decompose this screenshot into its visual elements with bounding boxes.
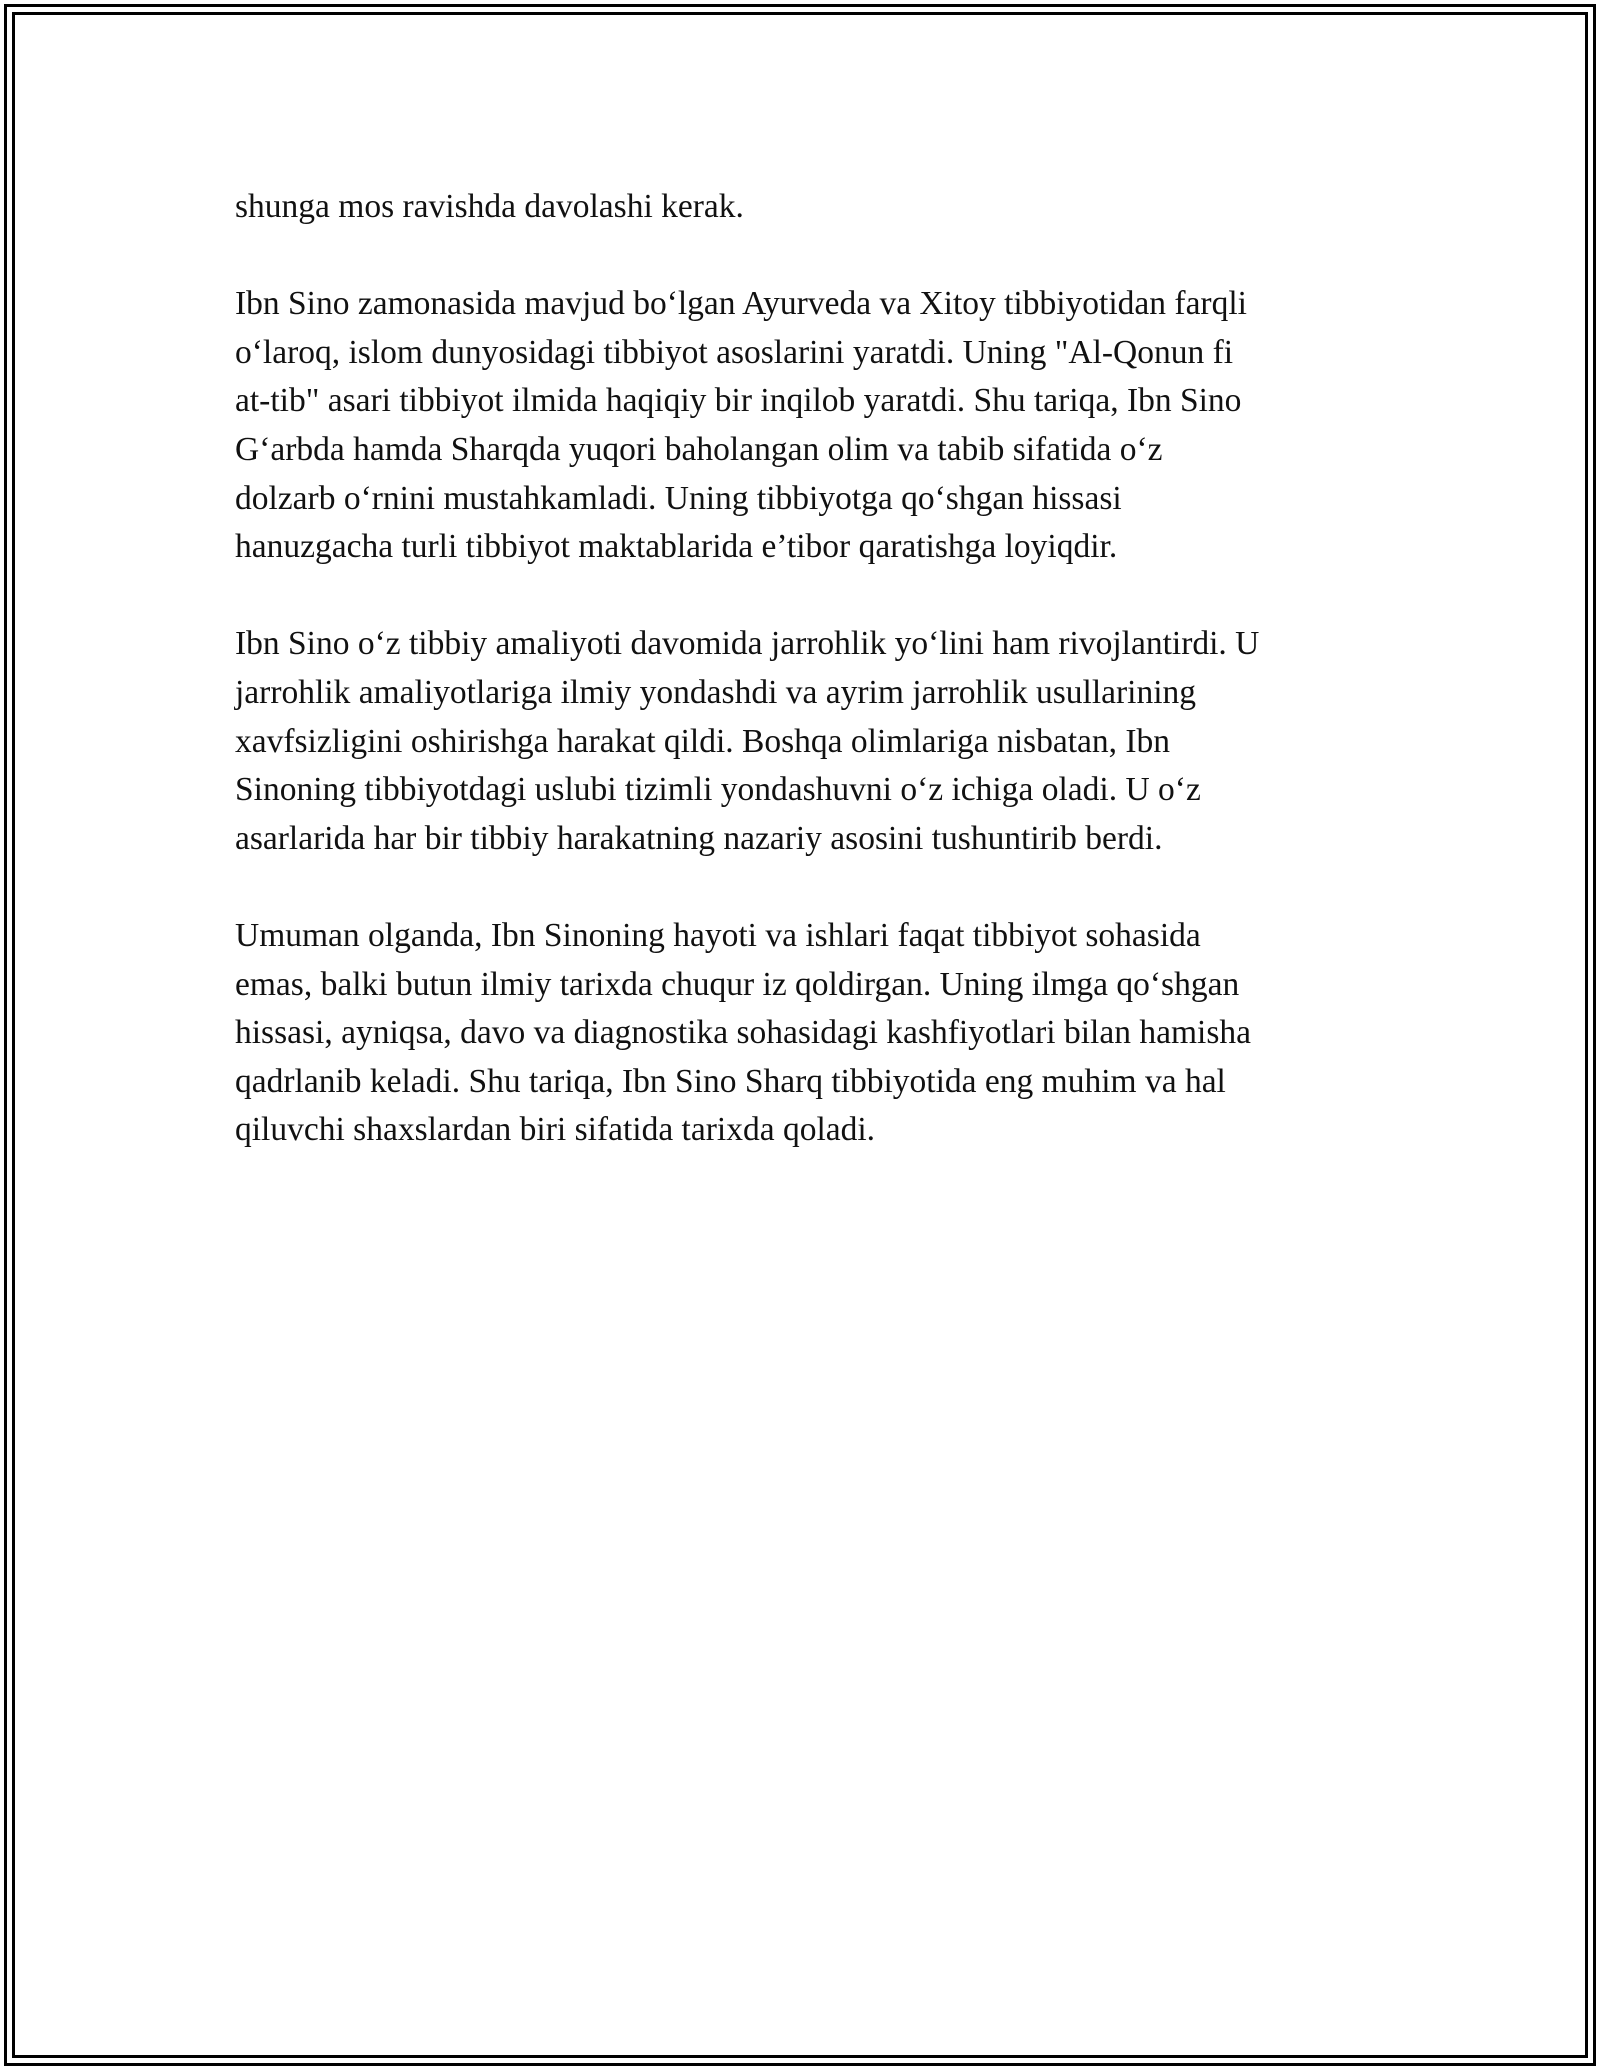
- paragraph-4: [235, 912, 1375, 1155]
- text-line: hissasi, ayniqsa, davo va diagnostika sohasidagi kashfiyotlari bilan hamisha: [235, 1014, 1251, 1052]
- text-line: Ibn Sino zamonasida mavjud bo‘lgan Ayurveda va Xitoy tibbiyotidan farqli: [235, 285, 1247, 323]
- text-line: asarlarida har bir tibbiy harakatning nazariy asosini tushuntirib berdi.: [235, 819, 1163, 857]
- document-body: [235, 183, 1375, 1203]
- text-line: qadrlanib keladi. Shu tariqa, Ibn Sino Sharq tibbiyotida eng muhim va hal: [235, 1062, 1226, 1100]
- paragraph-2: [235, 280, 1375, 572]
- paragraph-3: [235, 620, 1375, 863]
- text-line: at-tib" asari tibbiyot ilmida haqiqiy bir inqilob yaratdi. Shu tariqa, Ibn Sino: [235, 382, 1242, 420]
- text-line: Ibn Sino o‘z tibbiy amaliyoti davomida jarrohlik yo‘lini ham rivojlantirdi. U: [235, 625, 1260, 663]
- text-line: xavfsizligini oshirishga harakat qildi. Boshqa olimlariga nisbatan, Ibn: [235, 722, 1171, 760]
- text-line: G‘arbda hamda Sharqda yuqori baholangan olim va tabib sifatida o‘z: [235, 430, 1163, 468]
- text-line: Sinoning tibbiyotdagi uslubi tizimli yondashuvni o‘z ichiga oladi. U o‘z: [235, 771, 1201, 809]
- text-line: emas, balki butun ilmiy tarixda chuqur iz qoldirgan. Uning ilmga qo‘shgan: [235, 965, 1240, 1003]
- text-line: shunga mos ravishda davolashi kerak.: [235, 188, 744, 225]
- paragraph-1: [235, 183, 1375, 232]
- text-line: qiluvchi shaxslardan biri sifatida tarixda qoladi.: [235, 1111, 876, 1149]
- text-line: jarrohlik amaliyotlariga ilmiy yondashdi va ayrim jarrohlik usullarining: [235, 673, 1197, 711]
- text-line: dolzarb o‘rnini mustahkamladi. Uning tibbiyotga qo‘shgan hissasi: [235, 479, 1122, 517]
- text-line: Umuman olganda, Ibn Sinoning hayoti va ishlari faqat tibbiyot sohasida: [235, 916, 1201, 954]
- text-line: o‘laroq, islom dunyosidagi tibbiyot asoslarini yaratdi. Uning "Al-Qonun fi: [235, 333, 1234, 371]
- text-line: hanuzgacha turli tibbiyot maktablarida e’tibor qaratishga loyiqdir.: [235, 528, 1118, 566]
